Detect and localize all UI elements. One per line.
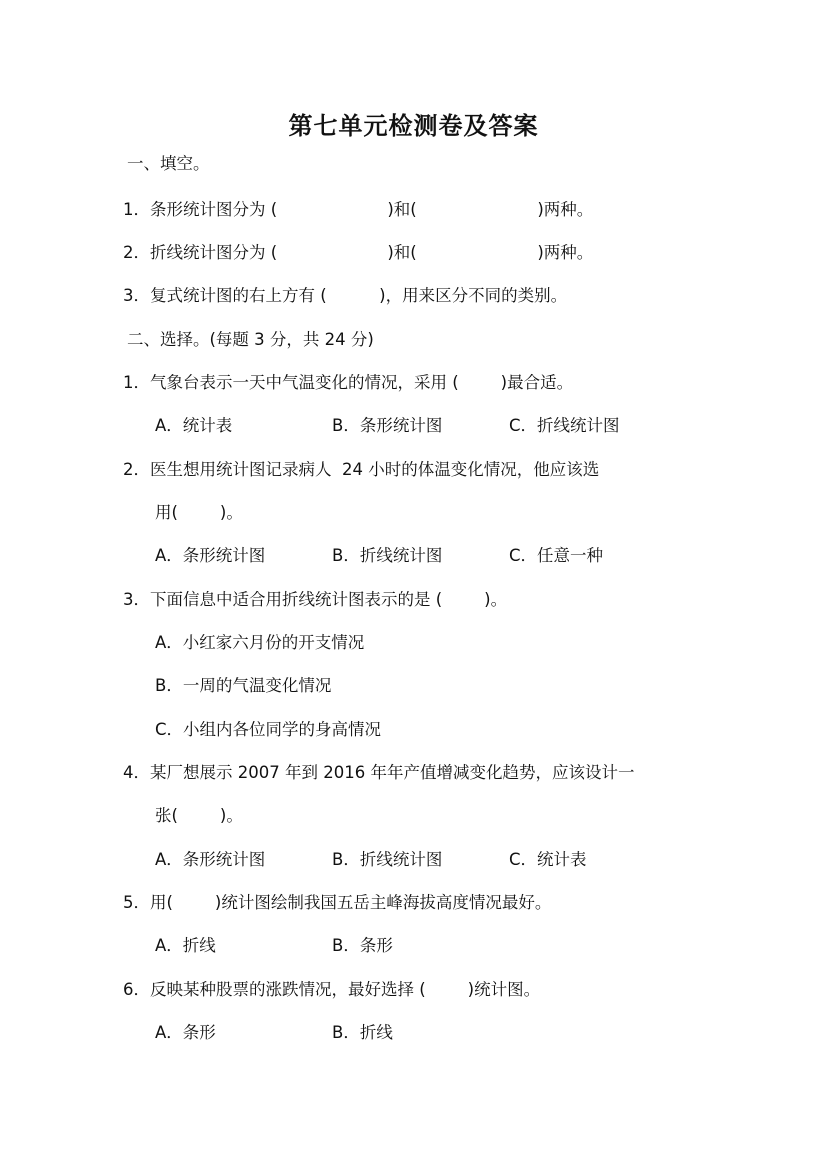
question-text: 下面信息中适合用折线统计图表示的是 ( )。 xyxy=(150,590,508,609)
section2-heading: 二、选择。(每题 3 分，共 24 分) xyxy=(127,330,374,349)
q2-option-a: A．条形统计图 xyxy=(155,546,266,565)
q1-option-a: A．统计表 xyxy=(155,416,233,435)
question-number: 5． xyxy=(123,893,150,912)
fill-question-2 xyxy=(123,242,593,264)
question-text: 医生想用统计图记录病人 24 小时的体温变化情况，他应该选 xyxy=(150,460,600,479)
q3-option-a: A．小红家六月份的开支情况 xyxy=(155,633,365,652)
question-number: 1． xyxy=(123,373,150,392)
fill-question-3 xyxy=(123,285,567,307)
choice-question-3 xyxy=(123,589,507,611)
q4-option-c: C．统计表 xyxy=(509,850,587,869)
q2-option-b: B．折线统计图 xyxy=(332,546,443,565)
q2-continuation: 用( )。 xyxy=(155,503,243,522)
question-number: 2． xyxy=(123,243,150,262)
q6-option-b: B．折线 xyxy=(332,1023,393,1042)
fill-question-1 xyxy=(123,199,593,221)
page-title: 第七单元检测卷及答案 xyxy=(288,112,539,140)
q4-continuation: 张( )。 xyxy=(155,806,243,825)
q3-option-b: B．一周的气温变化情况 xyxy=(155,676,332,695)
q3-option-c: C．小组内各位同学的身高情况 xyxy=(155,720,382,739)
question-text: 反映某种股票的涨跌情况，最好选择 ( )统计图。 xyxy=(150,980,541,999)
question-number: 3． xyxy=(123,590,150,609)
question-text: 某厂想展示 2007 年到 2016 年年产值增减变化趋势，应该设计一 xyxy=(150,763,635,782)
q5-option-a: A．折线 xyxy=(155,936,216,955)
question-number: 3． xyxy=(123,286,150,305)
q1-option-c: C．折线统计图 xyxy=(509,416,620,435)
choice-question-5 xyxy=(123,892,551,914)
q5-option-b: B．条形 xyxy=(332,936,393,955)
question-text: 气象台表示一天中气温变化的情况，采用 ( )最合适。 xyxy=(150,373,574,392)
q6-option-a: A．条形 xyxy=(155,1023,216,1042)
question-number: 6． xyxy=(123,980,150,999)
question-number: 1． xyxy=(123,200,150,219)
choice-question-4 xyxy=(123,762,634,784)
question-text: 折线统计图分为 ( )和( )两种。 xyxy=(150,243,594,262)
q4-option-b: B．折线统计图 xyxy=(332,850,443,869)
question-number: 2． xyxy=(123,460,150,479)
choice-question-6 xyxy=(123,979,540,1001)
choice-question-1 xyxy=(123,372,573,394)
choice-question-2 xyxy=(123,459,599,481)
question-text: 用( )统计图绘制我国五岳主峰海拔高度情况最好。 xyxy=(150,893,552,912)
q1-option-b: B．条形统计图 xyxy=(332,416,443,435)
section1-heading: 一、填空。 xyxy=(127,154,210,173)
question-text: 复式统计图的右上方有 ( )，用来区分不同的类别。 xyxy=(150,286,568,305)
q4-option-a: A．条形统计图 xyxy=(155,850,266,869)
question-number: 4． xyxy=(123,763,150,782)
question-text: 条形统计图分为 ( )和( )两种。 xyxy=(150,200,594,219)
q2-option-c: C．任意一种 xyxy=(509,546,604,565)
